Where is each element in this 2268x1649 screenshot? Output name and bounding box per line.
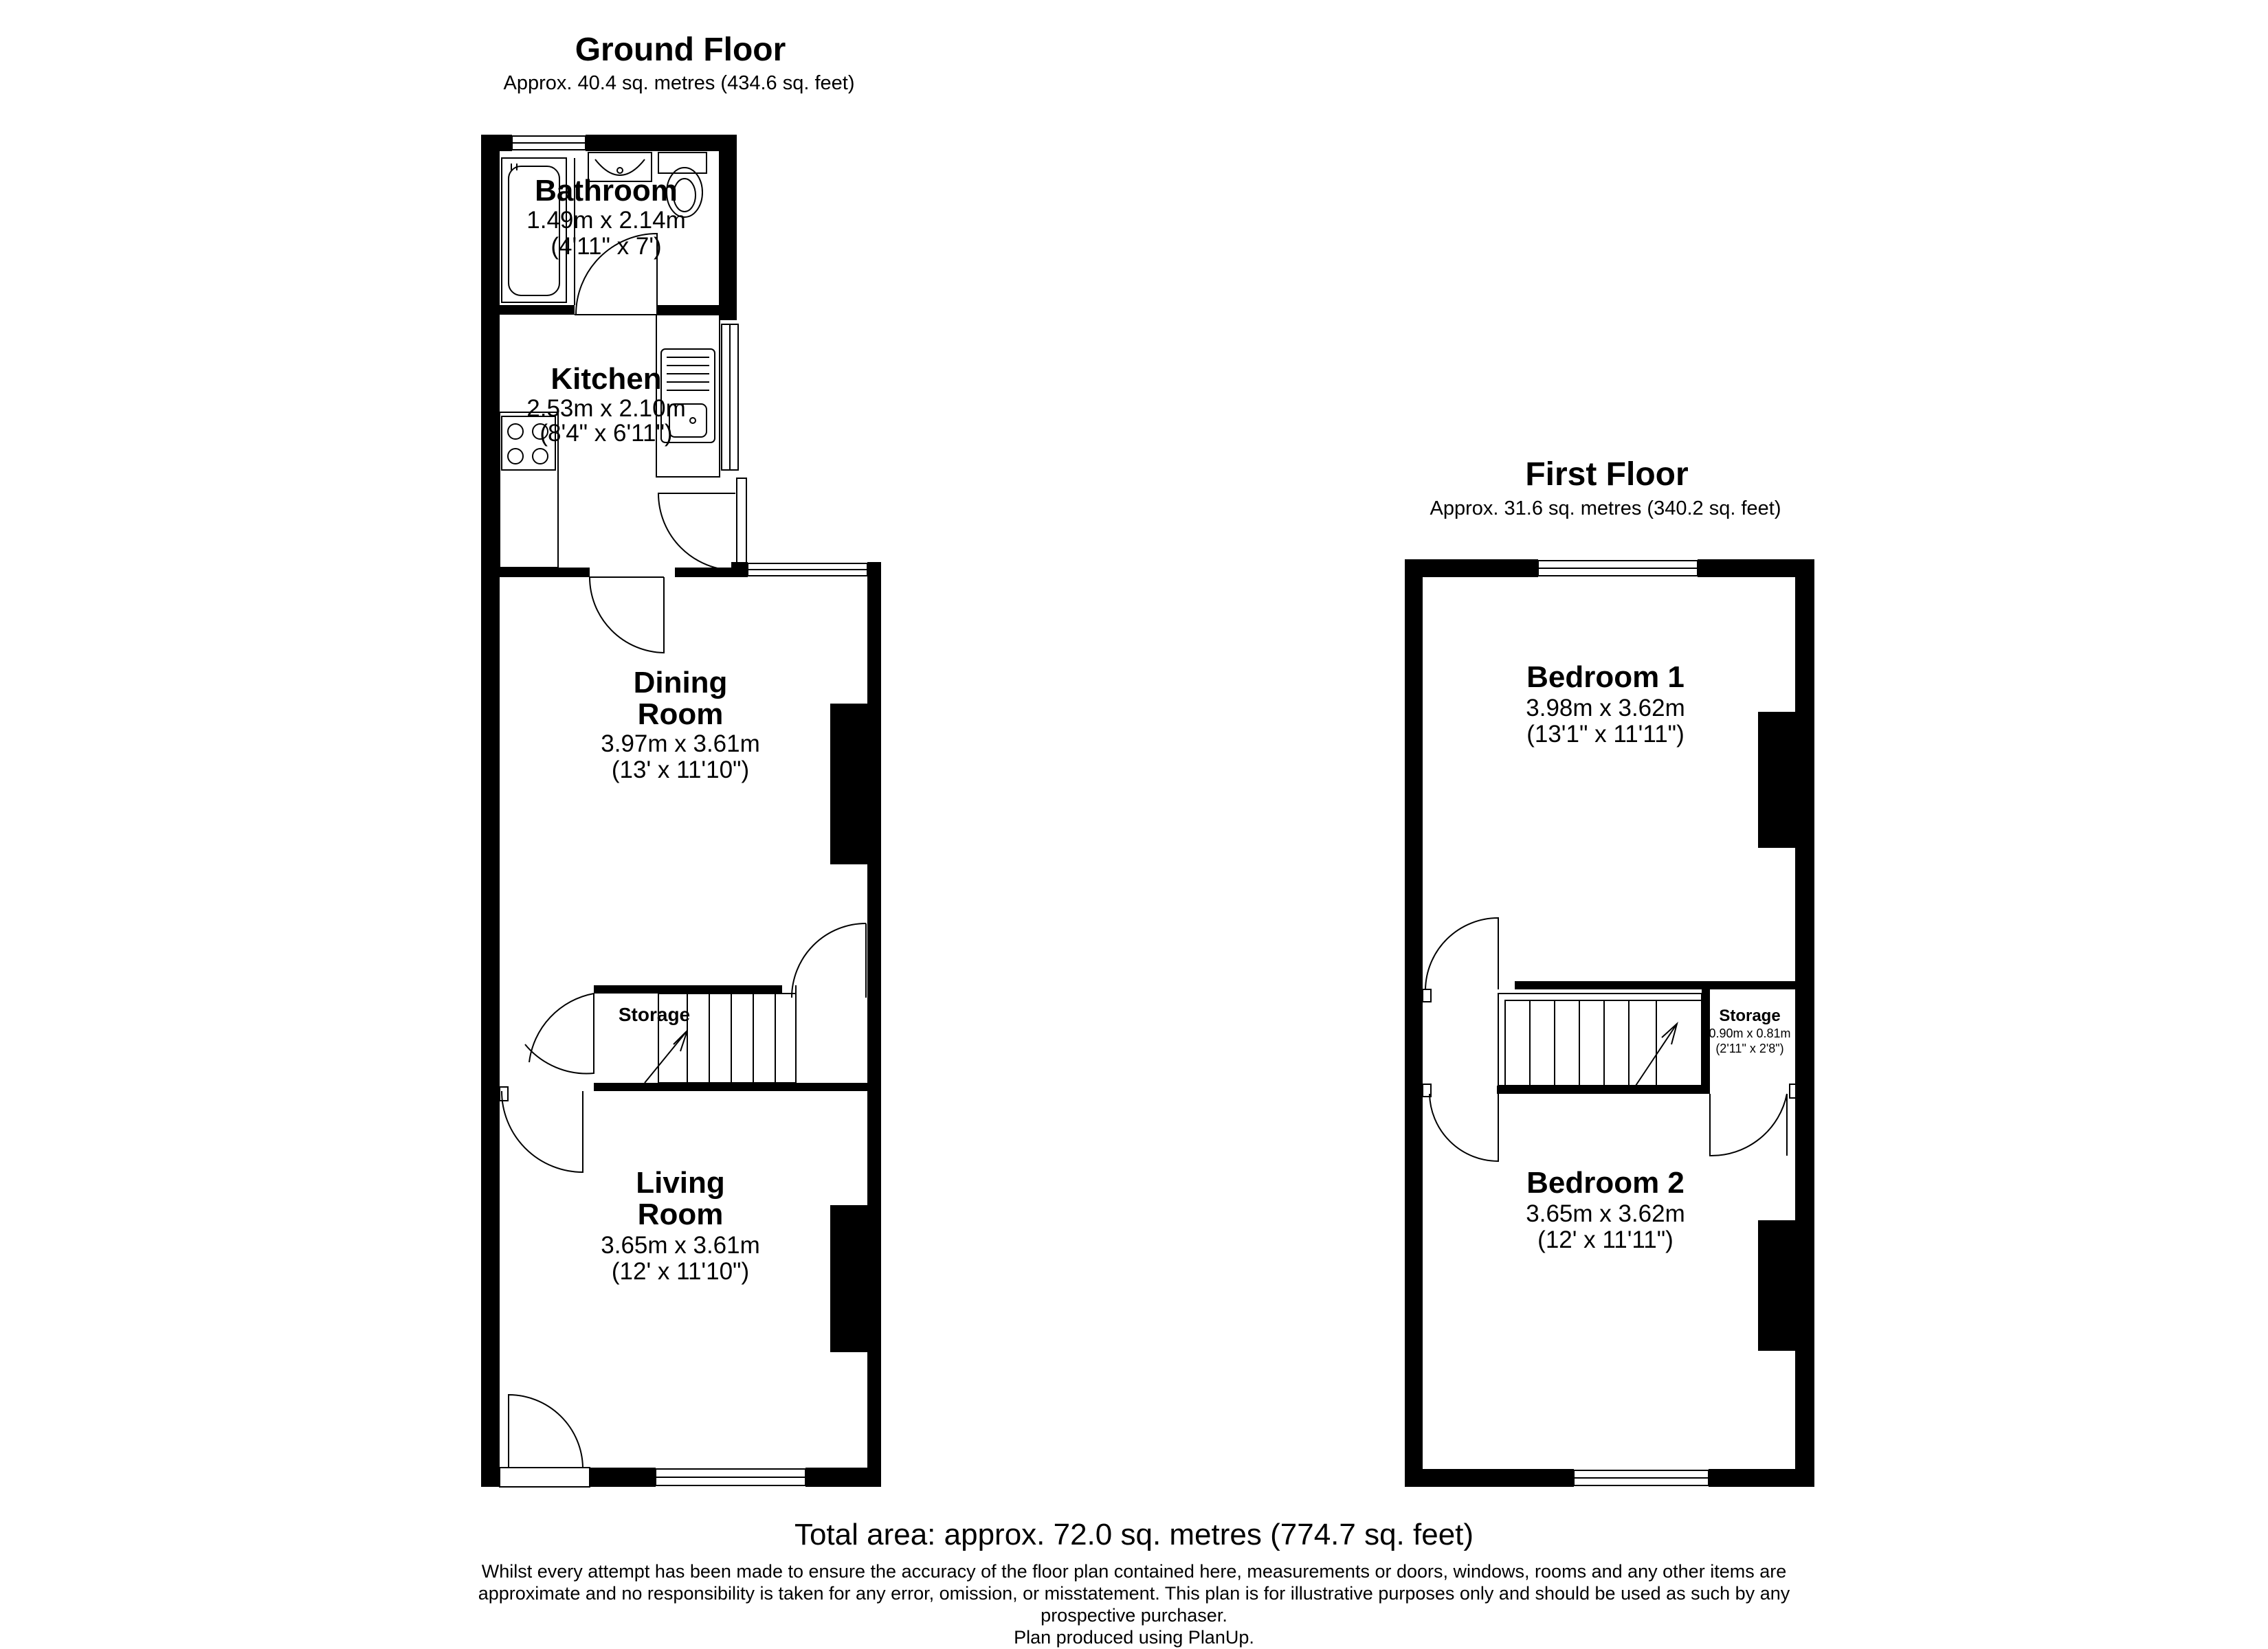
ground-storage-name: Storage [618, 1004, 691, 1025]
living-room-name-line2: Room [637, 1198, 724, 1231]
ground-floor-title: Ground Floor [575, 32, 786, 68]
first-storage-imperial: (2'11" x 2'8") [1715, 1042, 1784, 1055]
bedroom-2-name: Bedroom 2 [1526, 1166, 1685, 1200]
bathroom-imperial: (4'11" x 7') [551, 233, 662, 260]
total-area: Total area: approx. 72.0 sq. metres (774.7 sq. feet) [794, 1518, 1474, 1551]
dining-room-name-line2: Room [637, 697, 724, 731]
ground-floor-area: Approx. 40.4 sq. metres (434.6 sq. feet) [503, 72, 855, 94]
dining-room-metric: 3.97m x 3.61m [601, 730, 760, 757]
toilet-cistern [658, 153, 707, 173]
bedroom-1-metric: 3.98m x 3.62m [1526, 695, 1685, 721]
disclaimer-line-1: Whilst every attempt has been made to ensure the accuracy of the floor plan contained here, measurements or doors, windows, rooms and any other items are [481, 1561, 1787, 1582]
bathroom-name: Bathroom [535, 174, 678, 207]
bedroom-1-imperial: (13'1" x 11'11") [1526, 721, 1685, 748]
bedroom-2-imperial: (12' x 11'11") [1537, 1226, 1674, 1253]
ground-floor-stairs [645, 985, 796, 1083]
bathroom-metric: 1.49m x 2.14m [526, 207, 686, 234]
living-room-imperial: (12' x 11'10") [611, 1258, 750, 1285]
first-floor-area: Approx. 31.6 sq. metres (340.2 sq. feet) [1430, 497, 1781, 519]
bedroom-2-metric: 3.65m x 3.62m [1526, 1200, 1685, 1227]
disclaimer-line-2: approximate and no responsibility is taken for any error, omission, or misstatement. This plan is for illustrative purposes only and should be used as such by any [478, 1583, 1790, 1604]
dining-room-imperial: (13' x 11'10") [611, 756, 750, 783]
kitchen-metric: 2.53m x 2.10m [526, 395, 686, 422]
first-floor-stairs [1498, 994, 1702, 1086]
kitchen-imperial: (8'4" x 6'11") [540, 420, 673, 447]
kitchen-name: Kitchen [551, 362, 662, 396]
disclaimer-line-3: prospective purchaser. [1041, 1605, 1227, 1626]
disclaimer-line-4: Plan produced using PlanUp. [1014, 1627, 1254, 1648]
first-storage-metric: 0.90m x 0.81m [1709, 1027, 1791, 1040]
living-room-metric: 3.65m x 3.61m [601, 1232, 760, 1259]
first-floor-title: First Floor [1525, 456, 1689, 493]
first-storage-name: Storage [1719, 1007, 1781, 1025]
dining-room-name-line1: Dining [633, 666, 728, 699]
living-room-name-line1: Living [636, 1166, 725, 1200]
bedroom-1-name: Bedroom 1 [1526, 660, 1685, 694]
